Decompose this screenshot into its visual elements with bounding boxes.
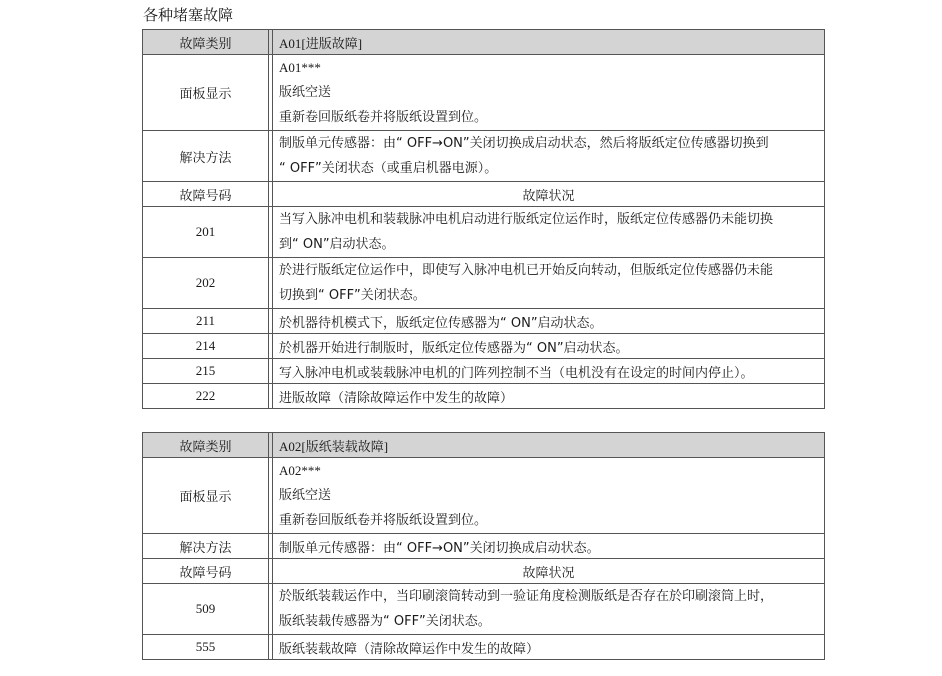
status-label: 故障状况 (273, 182, 825, 207)
panel-row (143, 55, 825, 131)
panel-row (143, 458, 825, 534)
fault-description: 进版故障（清除故障运作中发生的故障） (273, 384, 825, 409)
panel-text: A01*** 版纸空送 重新卷回版纸卷并将版纸设置到位。 (273, 55, 825, 131)
fault-code: 215 (143, 359, 269, 384)
table-row (143, 384, 825, 409)
solution-label: 解决方法 (143, 131, 269, 182)
solution-text: 制版单元传感器：由“ OFF→ON”关闭切换成启动状态。 (273, 534, 825, 559)
code-label: 故障号码 (143, 182, 269, 207)
fault-description: 当写入脉冲电机和装载脉冲电机启动进行版纸定位运作时，版纸定位传感器仍未能切换 到“ ON”启动状态。 (273, 207, 825, 258)
category-row (143, 433, 825, 458)
page-title: 各种堵塞故障 (143, 6, 234, 24)
category-value: A01[进版故障] (273, 30, 825, 55)
solution-text: 制版单元传感器：由“ OFF→ON”关闭切换成启动状态，然后将版纸定位传感器切换到 “ OFF”关闭状态（或重启机器电源）。 (273, 131, 825, 182)
table-row (143, 258, 825, 309)
category-row (143, 30, 825, 55)
table-row (143, 584, 825, 635)
fault-description: 於机器开始进行制版时，版纸定位传感器为“ ON”启动状态。 (273, 334, 825, 359)
fault-table-a01 (142, 29, 825, 409)
category-label: 故障类别 (143, 433, 269, 458)
panel-label: 面板显示 (143, 458, 269, 534)
fault-code: 214 (143, 334, 269, 359)
table-row (143, 359, 825, 384)
table-row (143, 309, 825, 334)
fault-table-a02 (142, 432, 825, 660)
fault-description: 於版纸装载运作中，当印刷滚筒转动到一验证角度检测版纸是否存在於印刷滚筒上时， 版纸装载传感器为“ OFF”关闭状态。 (273, 584, 825, 635)
category-label: 故障类别 (143, 30, 269, 55)
panel-label: 面板显示 (143, 55, 269, 131)
table-row (143, 635, 825, 660)
fault-description: 於机器待机模式下，版纸定位传感器为“ ON”启动状态。 (273, 309, 825, 334)
code-header-row (143, 559, 825, 584)
fault-description: 於进行版纸定位运作中，即使写入脉冲电机已开始反向转动，但版纸定位传感器仍未能 切换到“ OFF”关闭状态。 (273, 258, 825, 309)
table-row (143, 334, 825, 359)
fault-code: 211 (143, 309, 269, 334)
category-value: A02[版纸装载故障] (273, 433, 825, 458)
status-label: 故障状况 (273, 559, 825, 584)
fault-description: 写入脉冲电机或装载脉冲电机的门阵列控制不当（电机没有在设定的时间内停止）。 (273, 359, 825, 384)
fault-code: 222 (143, 384, 269, 409)
fault-description: 版纸装载故障（清除故障运作中发生的故障） (273, 635, 825, 660)
panel-text: A02*** 版纸空送 重新卷回版纸卷并将版纸设置到位。 (273, 458, 825, 534)
code-header-row (143, 182, 825, 207)
fault-code: 555 (143, 635, 269, 660)
fault-code: 201 (143, 207, 269, 258)
solution-row (143, 131, 825, 182)
solution-row (143, 534, 825, 559)
table-row (143, 207, 825, 258)
code-label: 故障号码 (143, 559, 269, 584)
solution-label: 解决方法 (143, 534, 269, 559)
fault-code: 509 (143, 584, 269, 635)
fault-code: 202 (143, 258, 269, 309)
